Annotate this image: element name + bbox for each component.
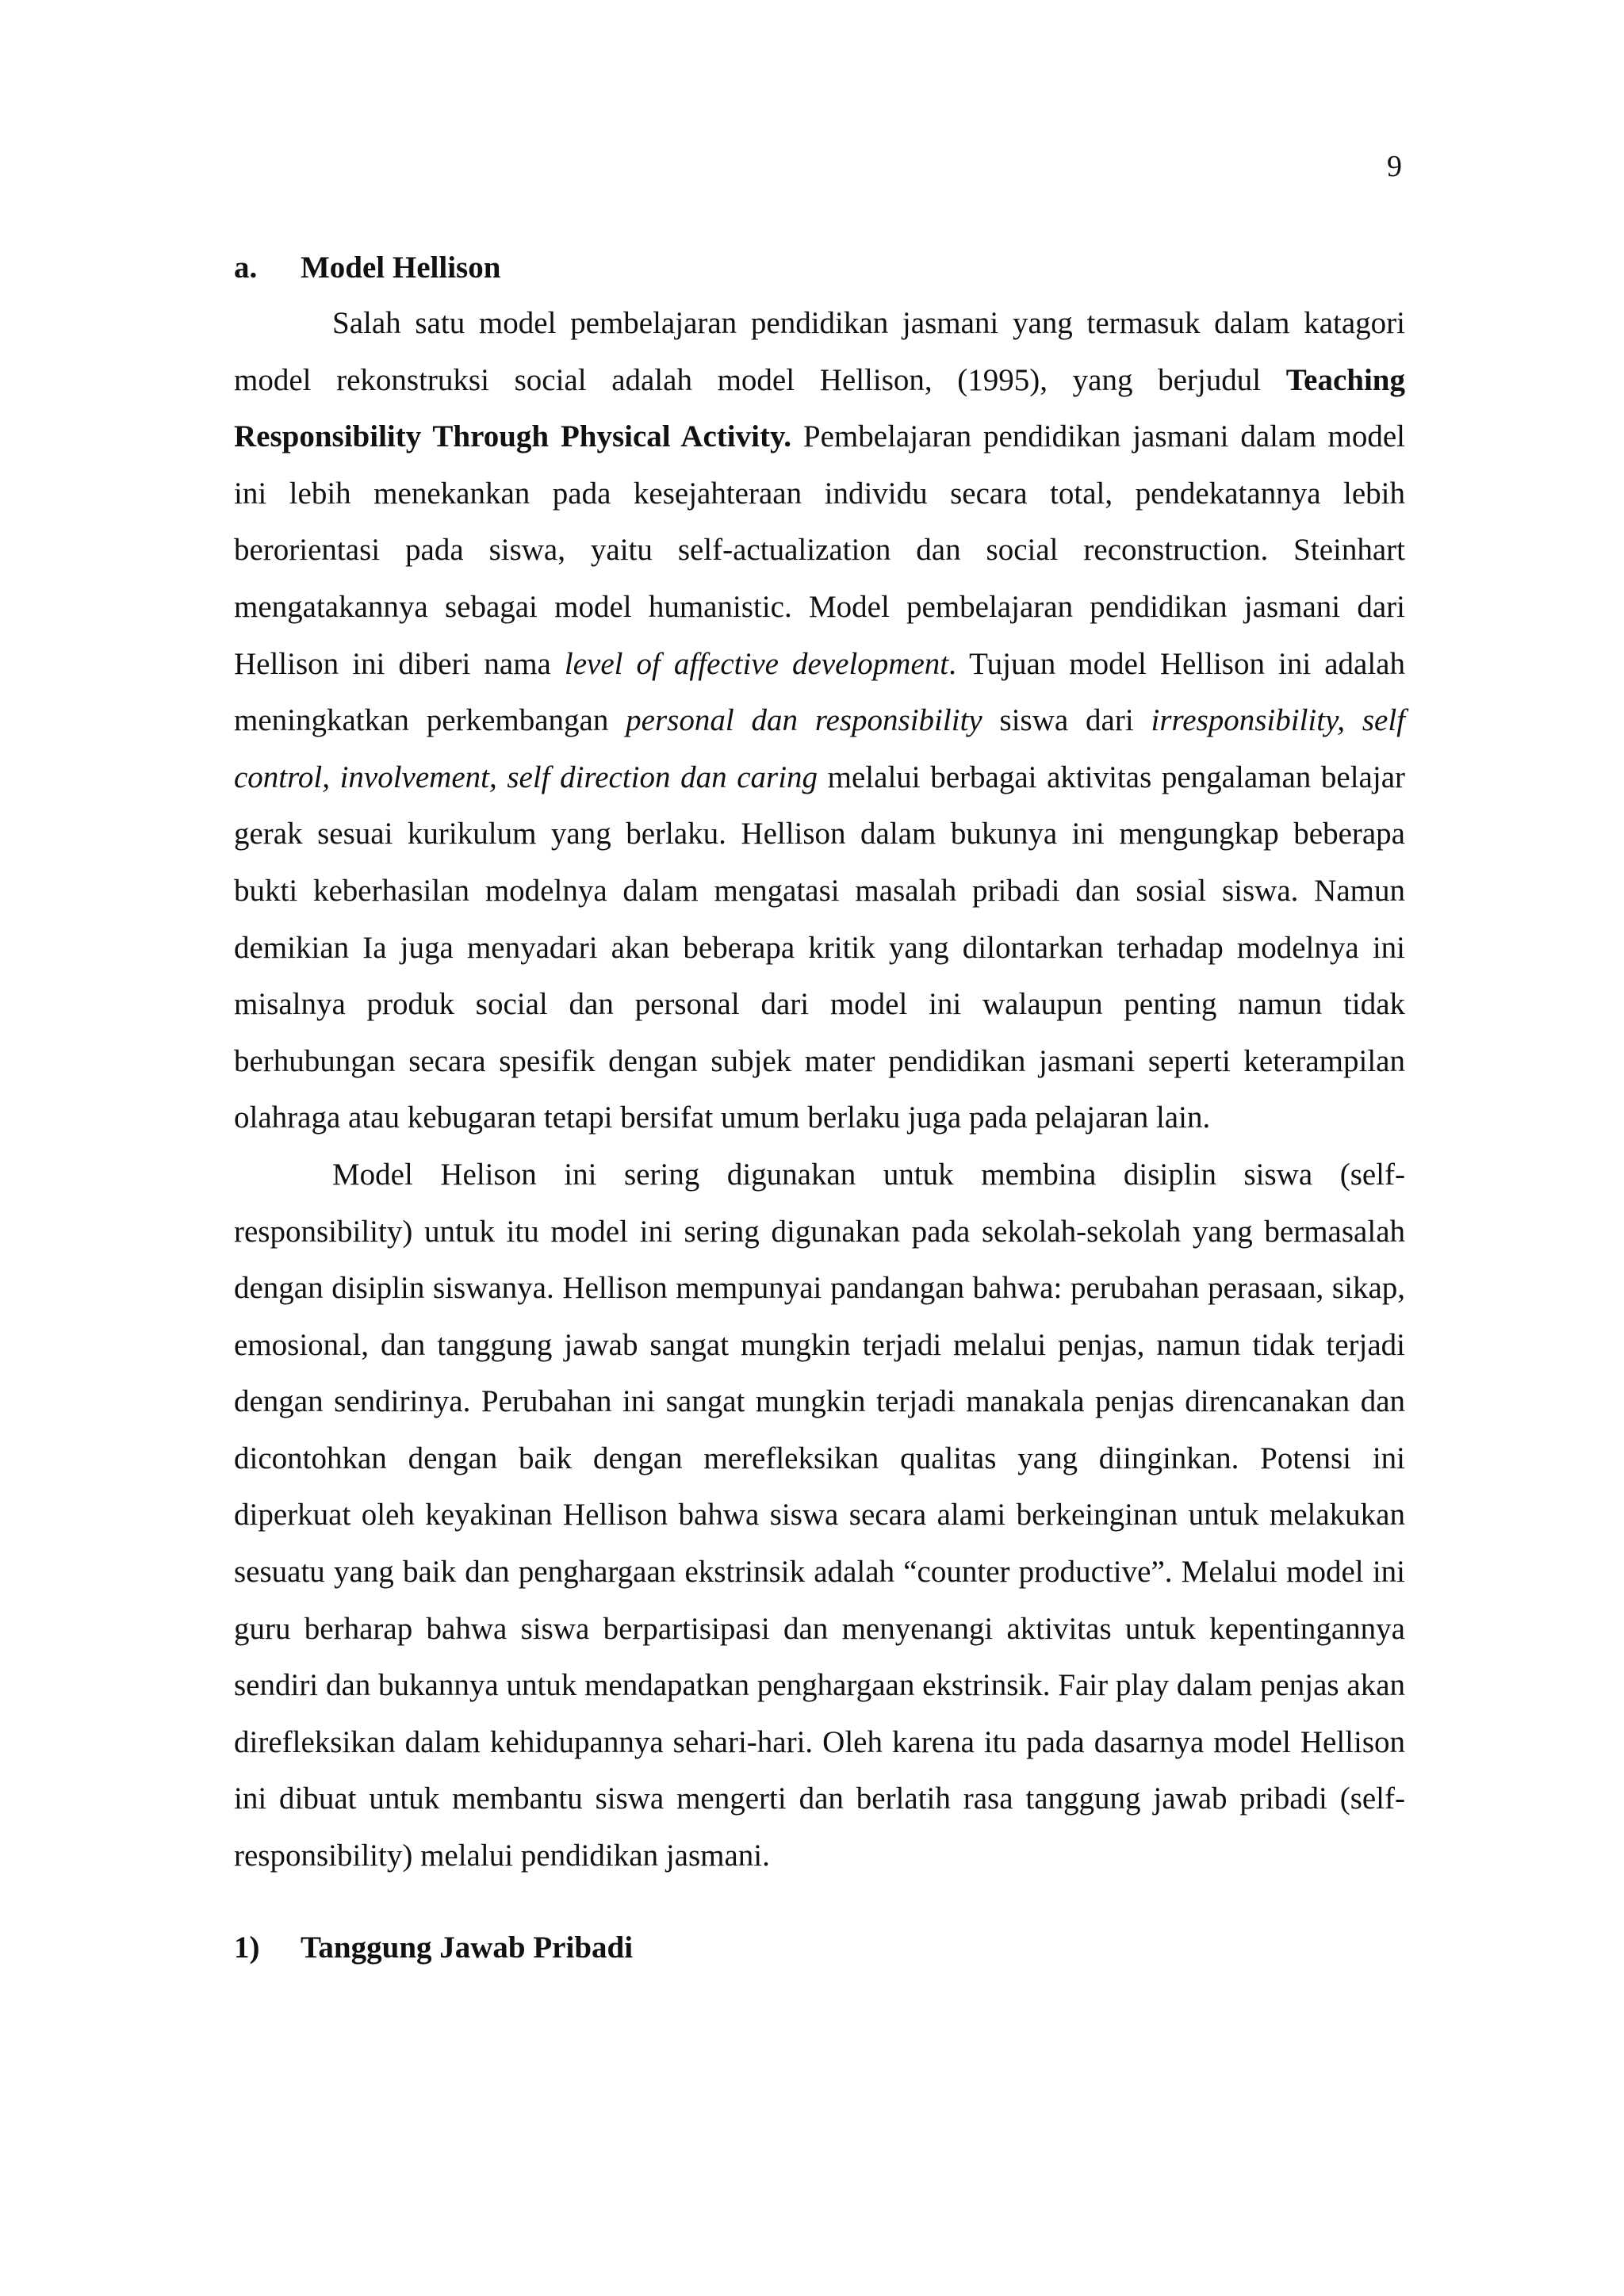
section-title: Tanggung Jawab Pribadi: [301, 1930, 634, 1965]
text-run: . Tujuan model Hellison ini adalah meningkatkan perkembangan: [234, 646, 1405, 738]
italic-term: irresponsibility, self control, involvement, self direction dan caring: [234, 703, 1405, 794]
italic-term: personal dan responsibility: [626, 703, 982, 738]
book-title: Teaching Responsibility Through Physical Activity.: [234, 362, 1405, 454]
page-number: 9: [1387, 150, 1402, 183]
text-run: melalui berbagai aktivitas pengalaman belajar gerak sesuai kurikulum yang berlaku. Hellison dalam bukunya ini mengungkap beberapa bukti keberhasilan modelnya dalam mengatasi masalah pribadi dan sosial siswa. Namun demikian Ia juga menyadari akan beberapa kritik yang dilontarkan terhadap modelnya ini misalnya produk social dan personal dari model ini walaupun penting namun tidak berhubungan secara spesifik dengan subjek mater pendidikan jasmani seperti keterampilan olahraga atau kebugaran tetapi bersifat umum berlaku juga pada pelajaran lain.: [234, 760, 1405, 1135]
section-heading-tanggung-jawab: [234, 1926, 1405, 1970]
document-body: [234, 246, 1405, 1970]
section-marker: a.: [234, 251, 258, 285]
paragraph-intro: [234, 295, 1405, 1146]
text-run: Salah satu model pembelajaran pendidikan jasmani yang termasuk dalam katagori model rekonstruksi social adalah model Hellison, (1995), yang berjudul: [234, 306, 1405, 397]
section-heading-model-hellison: [234, 246, 1405, 290]
text-run: siswa dari: [982, 703, 1151, 738]
section-marker: 1): [234, 1930, 260, 1965]
section-title: Model Hellison: [301, 251, 501, 285]
paragraph-discipline: Model Helison ini sering digunakan untuk membina disiplin siswa (self-responsibility) untuk itu model ini sering digunakan pada sekolah-sekolah yang bermasalah dengan disiplin siswanya. Hellison mempunyai pandangan bahwa: perubahan perasaan, sikap, emosional, dan tanggung jawab sangat mungkin terjadi melalui penjas, namun tidak terjadi dengan sendirinya. Perubahan ini sangat mungkin terjadi manakala penjas direncanakan dan dicontohkan dengan baik dengan merefleksikan qualitas yang diinginkan. Potensi ini diperkuat oleh keyakinan Hellison bahwa siswa secara alami berkeinginan untuk melakukan sesuatu yang baik dan penghargaan ekstrinsik adalah “counter productive”. Melalui model ini guru berharap bahwa siswa berpartisipasi dan menyenangi aktivitas untuk kepentingannya sendiri dan bukannya untuk mendapatkan penghargaan ekstrinsik. Fair play dalam penjas akan direfleksikan dalam kehidupannya sehari-hari. Oleh karena itu pada dasarnya model Hellison ini dibuat untuk membantu siswa mengerti dan berlatih rasa tanggung jawab pribadi (self-responsibility) melalui pendidikan jasmani.: [234, 1157, 1405, 1873]
text-run: Pembelajaran pendidikan jasmani dalam model ini lebih menekankan pada kesejahteraan individu secara total, pendekatannya lebih berorientasi pada siswa, yaitu self-actualization dan social reconstruction. Steinhart mengatakannya sebagai model humanistic. Model pembelajaran pendidikan jasmani dari Hellison ini diberi nama: [234, 419, 1405, 681]
italic-term: level of affective development: [564, 646, 949, 681]
